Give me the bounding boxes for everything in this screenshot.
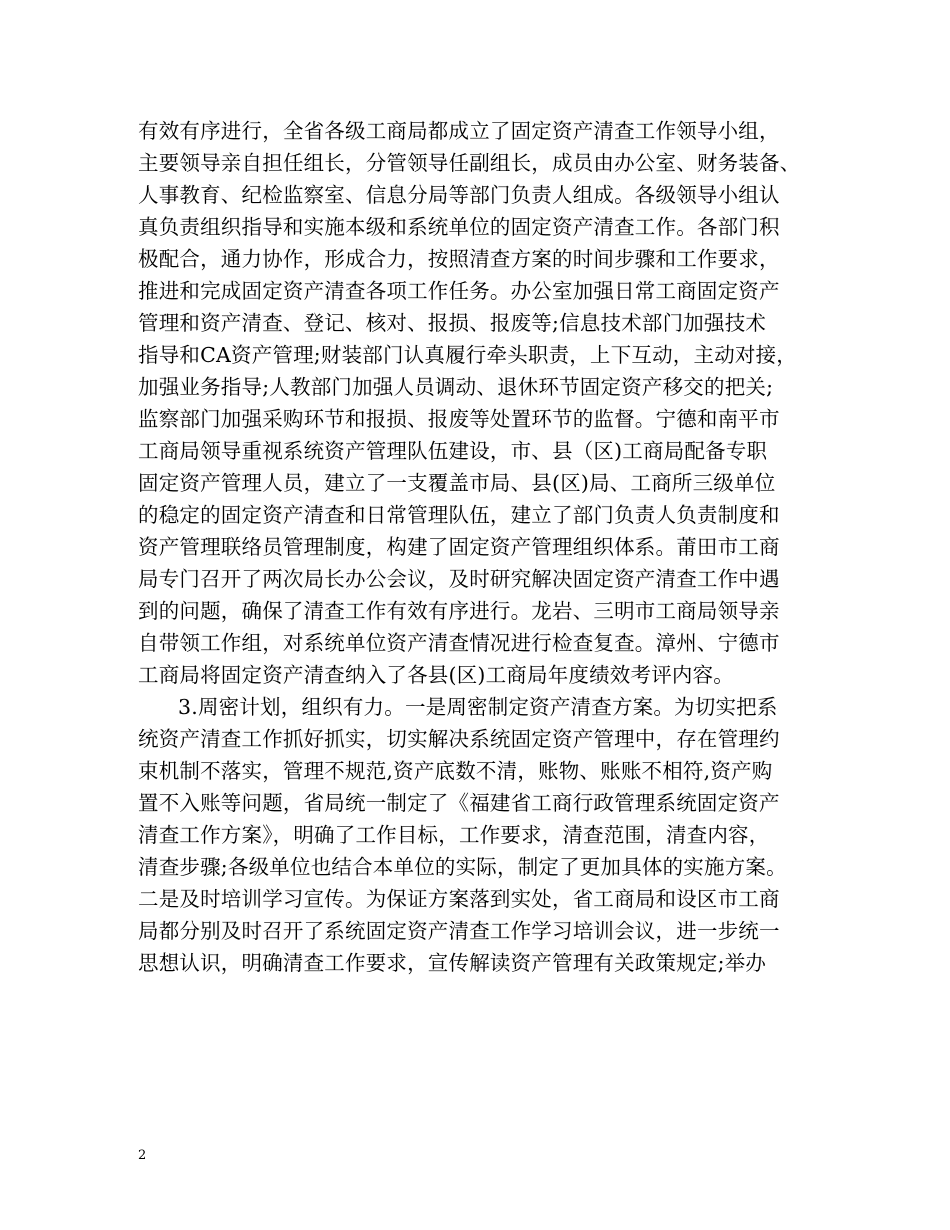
text-line: 清查步骤;各级单位也结合本单位的实际，制定了更加具体的实施方案。 — [138, 855, 787, 879]
text-line: 极配合，通力协作，形成合力，按照清查方案的时间步骤和工作要求， — [138, 247, 780, 271]
text-line: 局都分别及时召开了系统固定资产清查工作学习培训会议，进一步统一 — [138, 919, 780, 943]
text-line: 统资产清查工作抓好抓实，切实解决系统固定资产管理中，存在管理约 — [138, 727, 780, 751]
text-line: 固定资产管理人员，建立了一支覆盖市局、县(区)局、工商所三级单位 — [138, 471, 776, 495]
text-line: 指导和CA资产管理;财装部门认真履行牵头职责，上下互动，主动对接， — [138, 343, 797, 367]
text-line: 监察部门加强采购环节和报损、报废等处置环节的监督。宁德和南平市 — [138, 407, 780, 431]
body-text — [138, 115, 828, 979]
text-line: 工商局领导重视系统资产管理队伍建设，市、县（区)工商局配备专职 — [138, 439, 768, 463]
text-line: 资产管理联络员管理制度，构建了固定资产管理组织体系。莆田市工商 — [138, 535, 780, 559]
text-line: 的稳定的固定资产清查和日常管理队伍，建立了部门负责人负责制度和 — [138, 503, 780, 527]
text-line: 推进和完成固定资产清查各项工作任务。办公室加强日常工商固定资产 — [138, 279, 780, 303]
text-line: 有效有序进行，全省各级工商局都成立了固定资产清查工作领导小组， — [138, 119, 780, 143]
text-line: 局专门召开了两次局长办公会议，及时研究解决固定资产清查工作中遇 — [138, 567, 780, 591]
page-number: 2 — [138, 1148, 147, 1163]
text-line: 加强业务指导;人教部门加强人员调动、退休环节固定资产移交的把关; — [138, 375, 774, 399]
text-line: 二是及时培训学习宣传。为保证方案落到实处，省工商局和设区市工商 — [138, 887, 780, 911]
text-line: 工商局将固定资产清查纳入了各县(区)工商局年度绩效考评内容。 — [138, 663, 734, 687]
text-line: 置不入账等问题，省局统一制定了《福建省工商行政管理系统固定资产 — [138, 791, 780, 815]
text-line: 管理和资产清查、登记、核对、报损、报废等;信息技术部门加强技术 — [138, 311, 767, 335]
text-line: 束机制不落实，管理不规范,资产底数不清，账物、账账不相符,资产购 — [138, 759, 773, 783]
text-line: 到的问题，确保了清查工作有效有序进行。龙岩、三明市工商局领导亲 — [138, 599, 780, 623]
text-line: 思想认识，明确清查工作要求，宣传解读资产管理有关政策规定;举办 — [138, 951, 767, 975]
text-line: 主要领导亲自担任组长，分管领导任副组长，成员由办公室、财务装备、 — [138, 151, 801, 175]
paragraph-start-line: 3.周密计划，组织有力。一是周密制定资产清查方案。为切实把系 — [178, 695, 778, 719]
text-line: 人事教育、纪检监察室、信息分局等部门负责人组成。各级领导小组认 — [138, 183, 780, 207]
text-line: 自带领工作组，对系统单位资产清查情况进行检查复查。漳州、宁德市 — [138, 631, 780, 655]
text-line: 真负责组织指导和实施本级和系统单位的固定资产清查工作。各部门积 — [138, 215, 780, 239]
text-line: 清查工作方案》，明确了工作目标，工作要求，清查范围，清查内容， — [138, 823, 770, 847]
